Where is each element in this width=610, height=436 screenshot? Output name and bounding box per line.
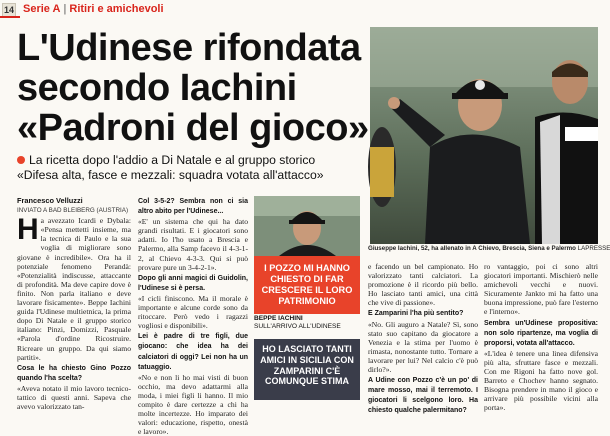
- col2-question-2: Dopo gli anni magici di Guidolin, l'Udinese si è persa.: [138, 274, 248, 292]
- col1-question-1: Cosa le ha chiesto Gino Pozzo quando l'ha scelta?: [17, 364, 131, 382]
- col4-paragraph-1: ro vantaggio, poi ci sono altri giocatori importanti. Mischierò nelle amichevoli vecchi e nuovi. Sicuramente Jankto mi ha fatto una buona impressione, può fare l'esterno e l'interno».: [484, 262, 598, 317]
- page-number-rule: [0, 16, 20, 18]
- col2-question-1: Col 3-5-2? Sembra non ci sia altro abito per l'Udinese...: [138, 198, 248, 216]
- photo-credit: LAPRESSE: [577, 245, 610, 252]
- col2-paragraph-1: «E' un sistema che qui ha dato grandi risultati. E i giocatori sono adatti. Io l'ho usato a Brescia e Palermo, alla Samp facevo il 4-3-1-2, al Chievo 4-3-3. Qui si può provare pure un 3-4-2-1».: [138, 217, 248, 272]
- portrait-caption-text: SULL'ARRIVO ALL'UDINESE: [254, 322, 341, 330]
- dropcap: H: [17, 213, 39, 247]
- article-column-4: [484, 262, 598, 413]
- section-separator: |: [63, 3, 67, 15]
- bullet-dot-icon: [17, 156, 25, 164]
- byline-location: INVIATO A BAD BLEIBERG (AUSTRIA): [17, 207, 129, 215]
- portrait-photo-illustration: [254, 196, 360, 256]
- col4-paragraph-2: «L'idea è tenere una linea difensiva più alta, sfruttare fasce e mezzali. Con me Rigoni ha fatto nove gol. Barreto e Chochev hanno segnato. Bisogna prendere in mano il gioco e arrivare più possibile vicini alla porta».: [484, 348, 598, 413]
- col2-question-3: Lei è padre di tre figli, due giocano: che idea ha dei calciatori di oggi? Lei non ha un tatuaggio.: [138, 333, 248, 371]
- article-column-1: [17, 196, 131, 412]
- main-photo-caption: [368, 245, 610, 252]
- col3-paragraph-2: «No. Gli auguro a Natale? Sì, sono stato suo capitano da giocatore a Venezia e la stima per l'uomo è rimasta, nonostante tutto. Tornare a lavorare per lui? Nel calcio c'è può dirlo?».: [368, 319, 478, 375]
- main-photo-illustration: [370, 27, 598, 244]
- headline: [17, 28, 372, 148]
- headline-line-2: secondo Iachini: [17, 67, 297, 109]
- main-photo: [370, 27, 598, 244]
- col1-paragraph-2: «Aveva notato il mio lavoro tecnico-tattico di questi anni. Sapeva che avevo valorizzato tan-: [17, 383, 131, 412]
- page-number: 14: [2, 3, 16, 18]
- col1-paragraph-1: a avezzato Icardi e Dybala: «Pensa mettetti insieme, ma la tecnica di Paulo e la sua voglia di migliorare sono giovane è incredibile». Ora ha il potenziale fenomeno Perandà: «Potenzialità indiscusse, attaccante di profondità. Ma deve capire dove è finito. Non parla italiano e deve lavorare fisicamente». Beppe Iachini guida l'Udinese multietnica, la prima dopo Di Natale e il gruppo storico italiano: Pinzi, Domizzi, Pasquale «Parola d'ordine Ricostruire. Ricreare un gruppo. Da qui siamo partiti».: [17, 216, 131, 362]
- subsection-name: Ritiri e amichevoli: [69, 3, 164, 15]
- col2-paragraph-2: «I cicli finiscono. Ma il morale è importante e alcune corde sono da ritoccare. Però vedo i ragazzi vogliosi e disponibili».: [138, 293, 248, 331]
- deck-line-2: «Difesa alta, fasce e mezzali: squadra votata all'attacco»: [17, 168, 324, 182]
- pull-quote-red: I POZZO MI HANNO CHIESTO DI FAR CRESCERE IL LORO PATRIMONIO: [254, 256, 360, 314]
- page-header: [0, 0, 600, 19]
- article-column-2: [138, 196, 248, 436]
- headline-line-1: L'Udinese rifondata: [17, 27, 361, 69]
- pull-quote-dark: HO LASCIATO TANTI AMICI IN SICILIA CON ZAMPARINI C'È COMUNQUE STIMA: [254, 339, 360, 400]
- deck-line-1: La ricetta dopo l'addio a Di Natale e al gruppo storico: [29, 153, 316, 167]
- byline-author: Francesco Velluzzi: [17, 196, 83, 205]
- col2-paragraph-3: «No e non li ho mai visti di buon occhio, ma devo adattarmi alla moda, i miei figli li hanno. Il mio compito è dare certezze a chi ha molte incertezze. Ho imparato dei valori: educazione, rispetto, onestà e lavoro».: [138, 372, 248, 436]
- col3-question-2: A Udine con Pozzo c'è un po' di mare mosso, mai il terremoto. I giocatori li scelgono loro. Ha chiesto qualche palermitano?: [368, 377, 478, 415]
- portrait-photo: [254, 196, 360, 256]
- article-column-3: [368, 262, 478, 415]
- main-photo-caption-text: Giuseppe Iachini, 52, ha allenato in A Chievo, Brescia, Siena e Palermo: [368, 245, 576, 252]
- deck: [17, 153, 372, 183]
- col3-question-1: E Zamparini l'ha più sentito?: [368, 310, 464, 318]
- section-name: Serie A: [23, 3, 61, 15]
- portrait-caption: [254, 315, 360, 331]
- section-label: [23, 3, 164, 15]
- headline-line-3: «Padroni del gioco»: [17, 107, 369, 149]
- col4-question-1: Sembra un'Udinese propositiva: non solo ripartenze, ma voglia di proporsi, votata all'attacco.: [484, 319, 598, 347]
- portrait-caption-name: BEPPE IACHINI: [254, 315, 303, 322]
- col3-paragraph-1: e facendo un bel campionato. Ho valorizzato tanti calciatori. La promozione è il ricordo più bello. Ho lasciato tanti amici, una città che vive di passione».: [368, 262, 478, 308]
